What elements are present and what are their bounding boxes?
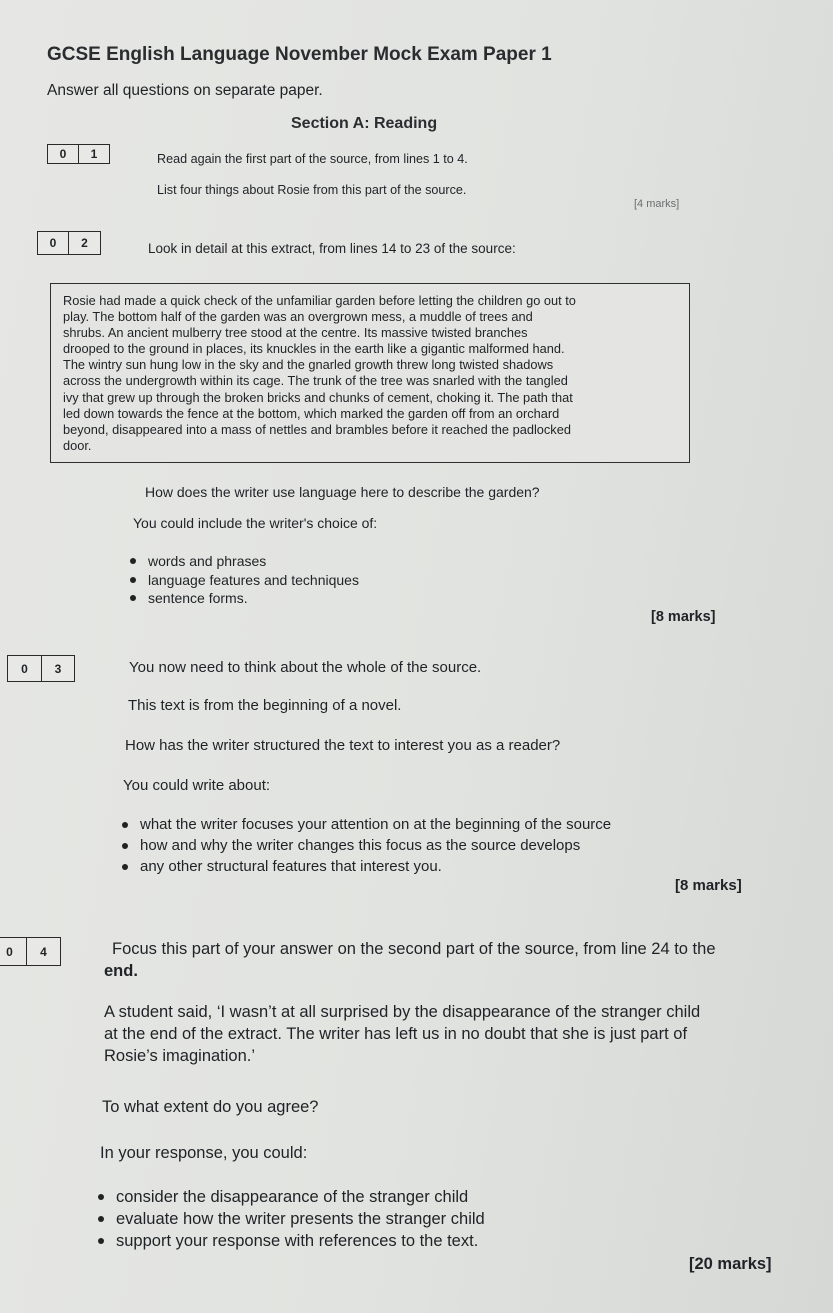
question-number-digit: 3 — [54, 661, 62, 676]
q3-text: You now need to think about the whole of the source. — [129, 659, 482, 676]
list-item: consider the disappearance of the stranger child — [94, 1186, 485, 1208]
extract-line: led down towards the fence at the bottom, which marked the garden off from an orchard — [63, 405, 560, 421]
question-number-01 — [47, 144, 110, 164]
question-number-04 — [0, 937, 61, 966]
question-number-digit: 2 — [81, 236, 88, 250]
list-item: support your response with references to the text. — [94, 1230, 485, 1252]
q2-prompt: You could include the writer's choice of: — [133, 515, 378, 531]
question-number-digit: 4 — [40, 944, 47, 959]
list-item: words and phrases — [126, 552, 359, 571]
q2-marks: [8 marks] — [651, 609, 716, 625]
q4-bullet-list — [94, 1186, 485, 1252]
extract-line: door. — [63, 437, 92, 453]
q4-prompt: In your response, you could: — [100, 1144, 308, 1162]
question-number-digit: 1 — [90, 147, 98, 161]
q3-prompt: You could write about: — [123, 777, 271, 794]
list-item: language features and techniques — [126, 571, 359, 590]
extract-line: ivy that grew up through the broken bricks and chunks of cement, choking it. The path that — [63, 389, 573, 405]
list-item: evaluate how the writer presents the stranger child — [94, 1208, 485, 1230]
q4-statement: Rosie’s imagination.’ — [104, 1047, 256, 1065]
extract-line: shrubs. An ancient mulberry tree stood at the centre. Its massive twisted branches — [63, 325, 528, 341]
question-number-digit: 0 — [0, 938, 27, 965]
extract-line: Rosie had made a quick check of the unfamiliar garden before letting the children go out to — [63, 293, 576, 308]
q3-context: This text is from the beginning of a novel. — [128, 697, 402, 714]
list-item: any other structural features that interest you. — [118, 856, 611, 877]
list-item: how and why the writer changes this focus as the source develops — [118, 835, 611, 856]
q2-question: How does the writer use language here to describe the garden? — [145, 484, 540, 500]
question-number-digit: 0 — [48, 145, 79, 163]
question-number-digit: 0 — [38, 232, 69, 254]
q4-statement: A student said, ‘I wasn’t at all surprised by the disappearance of the stranger child — [104, 1003, 701, 1021]
section-heading: Section A: Reading — [291, 115, 438, 132]
extract-line: play. The bottom half of the garden was an overgrown mess, a muddle of trees and — [63, 309, 533, 325]
extract-line: across the undergrowth within its cage. The trunk of the tree was snarled with the tangled — [63, 373, 568, 389]
q2-bullet-list — [126, 552, 359, 608]
extract-line: drooped to the ground in places, its knuckles in the earth like a gigantic malformed hand. — [63, 341, 565, 357]
q4-statement: at the end of the extract. The writer has left us in no doubt that she is just part of — [104, 1025, 688, 1043]
q3-marks: [8 marks] — [675, 877, 742, 894]
extract-line: The wintry sun hung low in the sky and the gnarled growth threw long twisted shadows — [63, 357, 554, 373]
list-item: what the writer focuses your attention on at the beginning of the source — [118, 814, 611, 835]
instructions: Answer all questions on separate paper. — [47, 82, 323, 99]
q4-marks: [20 marks] — [689, 1255, 772, 1273]
q3-question: How has the writer structured the text to interest you as a reader? — [125, 737, 561, 754]
question-number-digit: 0 — [8, 656, 42, 681]
q1-text: Read again the first part of the source, from lines 1 to 4. — [157, 152, 468, 166]
list-item: sentence forms. — [126, 589, 359, 608]
q3-bullet-list — [118, 814, 611, 877]
extract-line: beyond, disappeared into a mass of nettles and brambles before it reached the padlocked — [63, 421, 571, 437]
question-number-02 — [37, 231, 101, 255]
source-extract — [50, 283, 690, 463]
q1-task: List four things about Rosie from this part of the source. — [157, 183, 467, 197]
q4-text-continued: end. — [104, 962, 138, 980]
question-number-03 — [7, 655, 75, 682]
page-title: GCSE English Language November Mock Exam Paper 1 — [47, 44, 552, 65]
q4-question: To what extent do you agree? — [102, 1098, 319, 1116]
q1-marks: [4 marks] — [634, 198, 680, 210]
q4-text: Focus this part of your answer on the second part of the source, from line 24 to the — [112, 940, 716, 958]
q2-text: Look in detail at this extract, from lines 14 to 23 of the source: — [148, 241, 516, 256]
